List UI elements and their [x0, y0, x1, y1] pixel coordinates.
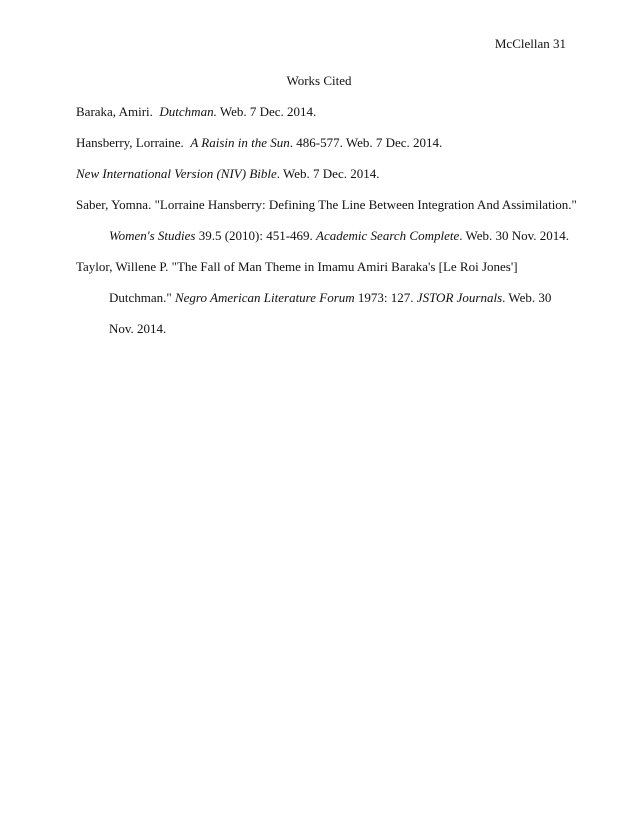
citation-title: Dutchman. [159, 104, 217, 119]
citation-details: . Web. 30 [502, 290, 552, 305]
citation-hansberry [76, 127, 566, 158]
citation-title: A Raisin in the Sun [190, 135, 290, 150]
citation-line: Saber, Yomna. "Lorraine Hansberry: Defining The Line Between Integration And Assimilation." [76, 197, 577, 212]
running-head: McClellan 31 [494, 36, 566, 51]
citation-year-pages: 1973: 127. [354, 290, 417, 305]
citation-details: . 486-577. Web. 7 Dec. 2014. [289, 135, 443, 150]
citation-line-continued [76, 282, 566, 313]
citation-saber [76, 189, 577, 251]
citation-author: Hansberry, Lorraine. [76, 135, 184, 150]
citation-title-end: Dutchman." [109, 290, 175, 305]
citation-title: New International Version (NIV) Bible [76, 166, 277, 181]
citation-taylor [76, 251, 566, 344]
citation-line [76, 127, 566, 158]
citation-line [76, 158, 566, 189]
citation-details: Web. 7 Dec. 2014. [219, 104, 317, 119]
citation-volume-pages: 39.5 (2010): 451-469. [195, 228, 317, 243]
citation-details: . Web. 30 Nov. 2014. [459, 228, 570, 243]
citation-author: Baraka, Amiri. [76, 104, 153, 119]
citation-database: JSTOR Journals [416, 290, 503, 305]
citation-baraka [76, 96, 566, 127]
citation-journal: Women's Studies [109, 228, 196, 243]
citation-bible [76, 158, 566, 189]
citation-line-continued: Nov. 2014. [109, 321, 167, 336]
citation-line: Taylor, Willene P. "The Fall of Man Theme in Imamu Amiri Baraka's [Le Roi Jones'] [76, 259, 518, 274]
citation-database: Academic Search Complete [316, 228, 460, 243]
works-cited-title: Works Cited [286, 73, 352, 88]
citation-journal: Negro American Literature Forum [174, 290, 355, 305]
works-cited-list [76, 96, 577, 344]
citation-details: . Web. 7 Dec. 2014. [276, 166, 380, 181]
citation-line-continued [76, 220, 570, 251]
citation-line [76, 96, 566, 127]
